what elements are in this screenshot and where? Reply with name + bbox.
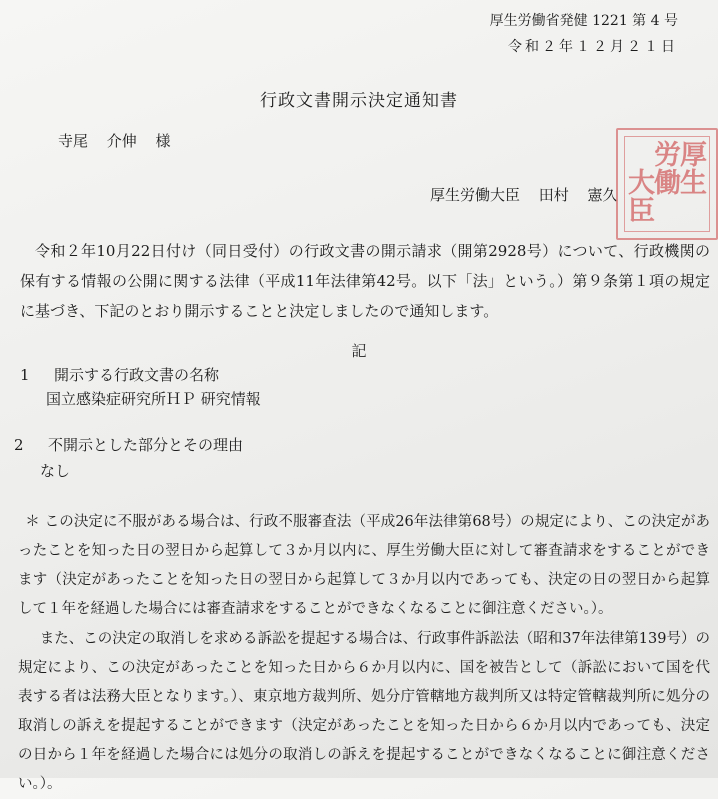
page-title: 行政文書開示決定通知書: [260, 91, 458, 111]
item-number: 1: [20, 366, 30, 384]
seal-glyph: 生: [680, 168, 707, 199]
seal-glyph: 労: [654, 140, 681, 171]
item-heading-text: 不開示とした部分とその理由: [48, 436, 244, 454]
ki-label: 記: [351, 342, 367, 360]
note-lawsuit-paragraph: また、この決定の取消しを求める訴訟を提起する場合は、行政事件訴訟法（昭和37年法律第139号）の規定により、この決定があったことを知った日から６か月以内に、国を被告として（訴訟において国を代表する者は法務大臣となります。）、東京地方裁判所、処分庁管轄地方裁判所又は特定管轄裁判所に処分の取消しの訴えを提起することができます（決定があったことを知った日から６か月以内であっても、決定の日から１年を経過した場合には処分の取消しの訴えを提起することができなくなることに御注意ください。）。: [18, 631, 710, 792]
item-number: 2: [14, 436, 24, 454]
item-heading-text: 開示する行政文書の名称: [54, 366, 220, 384]
seal-glyph: 厚: [680, 140, 707, 171]
seal-glyph: 大: [628, 168, 655, 199]
seal-glyph: 働: [654, 168, 681, 199]
item-2-heading: [14, 434, 243, 455]
item-1-heading: [20, 364, 219, 385]
document-number: 厚生労働省発健 1221 第 4 号: [489, 13, 678, 29]
note-appeal-paragraph: ＊ この決定に不服がある場合は、行政不服審査法（平成26年法律第68号）の規定により、この決定があったことを知った日の翌日から起算して３か月以内に、厚生労働大臣に対して審査請求をすることができます（決定があったことを知った日の翌日から起算して３か月以内であっても、決定の日の翌日から起算して１年を経過した場合には審査請求をすることができなくなることに御注意ください。）。: [18, 514, 710, 617]
document-date: 令和２年１２月２１日: [508, 39, 678, 55]
body-paragraph: 令和２年10月22日付け（同日受付）の行政文書の開示請求（開第2928号）について、行政機関の保有する情報の公開に関する法律（平成11年法律第42号。以下「法」という。）第９条第１項の規定に基づき、下記のとおり開示することと決定しましたので通知します。: [20, 242, 710, 320]
item-1-content: 国立感染症研究所ＨＰ 研究情報: [46, 390, 261, 408]
sender-name: 厚生労働大臣 田村 憲久: [430, 186, 618, 204]
seal-glyph: 臣: [628, 196, 655, 227]
item-2-content: なし: [40, 462, 71, 480]
official-seal-stamp: [616, 128, 718, 240]
recipient-name: 寺尾 介伸 様: [58, 132, 171, 150]
